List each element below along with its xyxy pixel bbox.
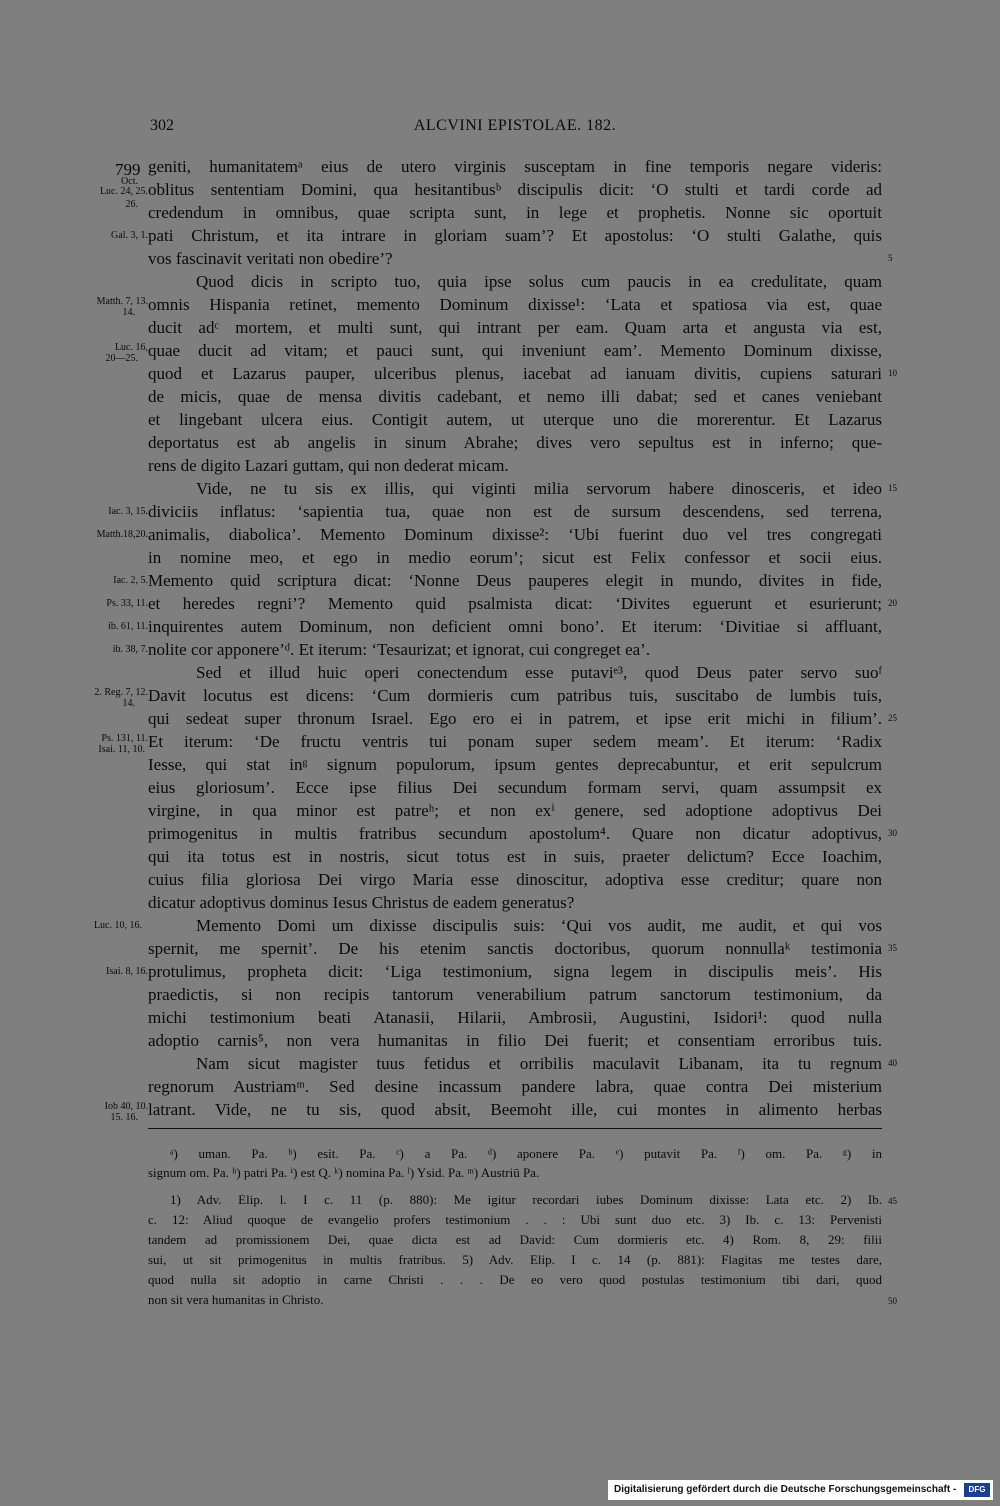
- text-line: latrant. Vide, ne tu sis, quod absit, Beemoht ille, cui montes in alimento herbas: [148, 1100, 882, 1119]
- text-line: et lingebant ulcera eius. Contigit autem, ut uterque uno die morerentur. Et Lazarus: [148, 410, 882, 429]
- margin-ref: 20—25.: [105, 353, 138, 364]
- note-line: 1) Adv. Elip. l. I c. 11 (p. 880): Me igitur recordari iubes Dominum dixisse: Lata etc. 2) Ib.: [170, 1192, 882, 1207]
- text-line: nolite cor apponere’ᵈ. Et iterum: ‘Tesaurizat; et ignorat, cui congreget ea’.: [148, 640, 651, 659]
- apparatus-line: signum om. Pa. ʰ) patri Pa. ⁱ) est Q. ᵏ) nomina Pa. ˡ) Ysid. Pa. ᵐ) Austriū Pa.: [148, 1165, 540, 1180]
- margin-ref: Ps. 33, 11.: [106, 598, 148, 609]
- text-line: quae ducit ad vitam; et pauci sunt, qui inveniunt eam’. Memento Dominum dixisse,: [148, 341, 882, 360]
- text-line: virgine, in qua minor est patreʰ; et non exⁱ genere, sed adoptione adoptivus Dei: [148, 801, 882, 820]
- line-number: 30: [888, 828, 897, 838]
- margin-ref: Iac. 3, 15.: [108, 506, 148, 517]
- text-line: qui sedeat super thronum Israel. Ego ero ei in patrem, et ipse erit michi in filium’.: [148, 709, 882, 728]
- margin-ref: Luc. 16,: [114, 342, 148, 353]
- margin-ref: Ps. 131, 11.: [101, 733, 148, 744]
- running-title: ALCVINI EPISTOLAE. 182.: [413, 117, 617, 134]
- line-number: 40: [888, 1058, 897, 1068]
- text-line: michi testimonium beati Atanasii, Hilarii, Ambrosii, Augustini, Isidori¹: quod nulla: [148, 1008, 882, 1027]
- text-line: de micis, quae de mensa divitis cadebant, et nemo illi dabat; sed et canes veniebant: [148, 387, 882, 406]
- margin-ref: Isai. 8, 16.: [106, 966, 148, 977]
- line-number: 10: [888, 368, 897, 378]
- text-line: Memento Domi um dixisse discipulis suis: ‘Qui vos audit, me audit, et qui vos: [196, 916, 882, 935]
- page-number: 302: [150, 117, 174, 134]
- text-line: deportatus est ab angelis in sinum Abrahe; dives vero sepultus est in inferno; que-: [148, 433, 882, 452]
- text-line: in nomine meo, et ego in medio eorum’; sicut est Felix confessor et socii eius.: [148, 548, 882, 567]
- line-number: 45: [888, 1196, 897, 1206]
- margin-ref: 2. Reg. 7, 12.: [94, 687, 148, 698]
- text-line: Nam sicut magister tuus fetidus et orribilis maculavit Libanam, ita tu regnum: [196, 1054, 882, 1073]
- text-line: Quod dicis in scripto tuo, quia ipse solus cum paucis in ea credulitate, quam: [196, 272, 882, 291]
- year-marker: 799: [115, 160, 141, 179]
- funding-footer: [608, 1480, 993, 1500]
- text-line: Davit locutus est dicens: ‘Cum dormieris cum patribus tuis, suscitabo de lumbis tuis,: [148, 686, 882, 705]
- margin-ref: Matth. 7, 13.: [96, 296, 148, 307]
- margin-ref: Gal. 3, 1.: [111, 230, 148, 241]
- text-line: et heredes regni’? Memento quid psalmista dicat: ‘Divites eguerunt et esurierunt;: [148, 594, 882, 613]
- margin-ref: Luc. 24, 25.: [99, 186, 148, 197]
- margin-ref: Oct.: [121, 176, 138, 187]
- text-line: protulimus, propheta dicit: ‘Liga testimonium, signa legem in discipulis meis’. His: [148, 962, 882, 981]
- margin-ref: 15. 16.: [110, 1112, 138, 1123]
- margin-ref: Iac. 2, 5.: [113, 575, 148, 586]
- text-line: rens de digito Lazari guttam, qui non dederat micam.: [148, 456, 509, 475]
- text-line: spernit, me spernit’. De his etenim sanctis doctoribus, quorum nonnullaᵏ testimonia: [148, 939, 882, 958]
- text-line: Et iterum: ‘De fructu ventris tui ponam super sedem meam’. Et iterum: ‘Radix: [148, 732, 882, 751]
- text-line: animalis, diabolica’. Memento Dominum dixisse²: ‘Ubi fuerint duo vel tres congregati: [148, 525, 882, 544]
- text-line: inquirentes autem Dominum, non deficient omni bono’. Et iterum: ‘Divitiae si affluant,: [148, 617, 882, 636]
- line-number: 25: [888, 713, 897, 723]
- margin-ref: Matth.18,20.: [96, 529, 148, 540]
- text-line: dicatur adoptivus dominus Iesus Christus de eadem generatus?: [148, 893, 575, 912]
- line-number: 35: [888, 943, 897, 953]
- footnote-rule: [148, 1128, 882, 1129]
- funding-text: Digitalisierung gefördert durch die Deutsche Forschungsgemeinschaft -: [614, 1484, 957, 1495]
- text-line: qui ita totus est in nostris, sicut totus est in suis, praeter delictum? Ecce Ioachim,: [148, 847, 882, 866]
- margin-ref: Iob 40, 10.: [104, 1101, 148, 1112]
- text-line: regnorum Austriamᵐ. Sed desine incassum pandere labra, quae contra Dei misterium: [148, 1077, 882, 1096]
- text-line: eius gloriosum’. Ecce ipse filius Dei secundum formam servi, quam assumpsit ex: [148, 778, 882, 797]
- line-number: 15: [888, 483, 897, 493]
- margin-ref: 14.: [122, 698, 135, 709]
- text-line: Memento quid scriptura dicat: ‘Nonne Deus pauperes elegit in mundo, divites in fide,: [148, 571, 882, 590]
- margin-ref: Luc. 10, 16.: [93, 920, 142, 931]
- running-header: [150, 117, 880, 139]
- text-line: cuius filia gloriosa Dei virgo Maria esse dinoscitur, adoptiva esse creditur; quare non: [148, 870, 882, 889]
- text-line: oblitus sententiam Domini, qua hesitantibusᵇ discipulis dicit: ‘O stulti et tardi corde ad: [148, 180, 882, 199]
- dfg-logo: DFG: [964, 1483, 990, 1497]
- note-line: non sit vera humanitas in Christo.: [148, 1292, 324, 1307]
- text-line: quod et Lazarus pauper, ulceribus plenus, iacebat ad ianuam divitis, cupiens saturari: [148, 364, 882, 383]
- apparatus-line: ᵃ) uman. Pa. ᵇ) esit. Pa. ᶜ) a Pa. ᵈ) aponere Pa. ᵉ) putavit Pa. ᶠ) om. Pa. ᵍ) in: [170, 1146, 882, 1161]
- margin-ref: ib. 38, 7.: [112, 644, 148, 655]
- text-line: diviciis inflatus: ‘sapientia tua, quae non est de sursum descendens, sed terrena,: [148, 502, 882, 521]
- text-line: praedictis, si non recipis tantorum venerabilium patrum sanctorum testimonium, da: [148, 985, 882, 1004]
- text-line: adoptio carnis⁵, non vera humanitas in filio Dei fuerit; et consentiam erroribus tuis.: [148, 1031, 882, 1050]
- line-number: 20: [888, 598, 897, 608]
- note-line: c. 12: Aliud quoque de evangelio profers testimonium . . : Ubi sunt duo etc. 3) Ib. c. 13: Pervenisti: [148, 1212, 882, 1227]
- note-line: quod nulla sit adoptio in carne Christi . . . De eo vero quod postulas testimonium tibi dari, quod: [148, 1272, 882, 1287]
- note-line: sui, ut sit primogenitus in multis fratribus. 5) Adv. Elip. I c. 14 (p. 881): Flagitas me testes dare,: [148, 1252, 882, 1267]
- text-line: Vide, ne tu sis ex illis, qui viginti milia servorum habere dinosceris, et ideo: [196, 479, 882, 498]
- margin-ref: 14.: [122, 307, 135, 318]
- margin-ref: Isai. 11, 10.: [98, 744, 145, 755]
- text-line: pati Christum, et ita intrare in gloriam suam’? Et apostolus: ‘O stulti Galathe, quis: [148, 226, 882, 245]
- text-line: vos fascinavit veritati non obedire’?: [148, 249, 393, 268]
- text-line: primogenitus in multis fratribus secundum apostolum⁴. Quare non dicatur adoptivus,: [148, 824, 882, 843]
- line-number: 5: [888, 253, 893, 263]
- text-line: Iesse, qui stat inᵍ signum populorum, ipsum gentes deprecabuntur, et erit sepulcrum: [148, 755, 882, 774]
- margin-ref: 26.: [125, 199, 138, 210]
- text-line: ducit adᶜ mortem, et multi sunt, qui intrant per eam. Quam arta et angusta via est,: [148, 318, 882, 337]
- line-number: 50: [888, 1296, 897, 1306]
- text-line: geniti, humanitatemᵃ eius de utero virginis susceptam in fine temporis negare videris:: [148, 157, 882, 176]
- text-line: credendum in omnibus, quae scripta sunt, in lege et prophetis. Nonne sic oportuit: [148, 203, 882, 222]
- text-line: omnis Hispania retinet, memento Dominum dixisse¹: ‘Lata et spatiosa via est, quae: [148, 295, 882, 314]
- margin-ref: ib. 61, 11.: [108, 621, 148, 632]
- note-line: tandem ad promissionem Dei, quae dicta est ad David: Cum dormieris etc. 4) Rom. 8, 29: filii: [148, 1232, 882, 1247]
- text-line: Sed et illud huic operi conectendum esse putaviᵉ³, quod Deus pater servo suoᶠ: [196, 663, 882, 682]
